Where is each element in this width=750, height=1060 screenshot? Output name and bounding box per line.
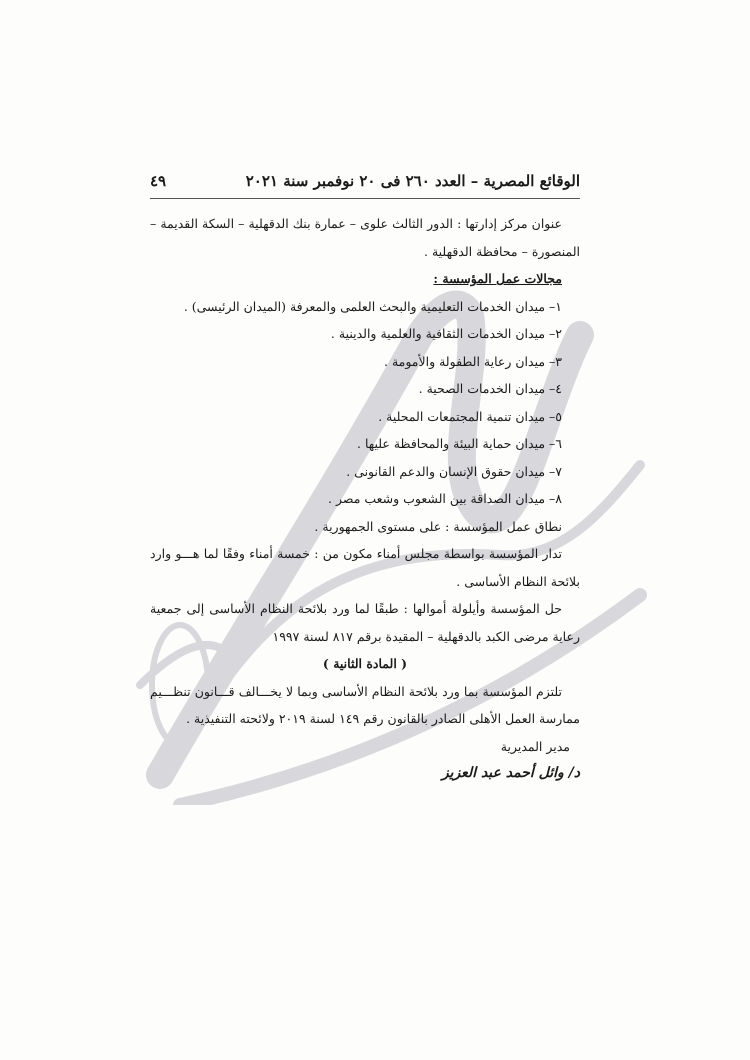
document-body xyxy=(150,210,580,788)
header-divider xyxy=(150,198,580,199)
list-item: ٦– ميدان حماية البيئة والمحافظة عليها . xyxy=(357,436,562,451)
article-title: ( المادة الثانية ) xyxy=(322,656,408,671)
dissolution-line-1: حل المؤسسة وأيلولة أموالها : طبقًا لما ورد بلائحة النظام الأساسى إلى جمعية xyxy=(150,601,562,616)
page-number: ٤٩ xyxy=(150,172,167,190)
signature-name: د/ وائل أحمد عبد العزيز xyxy=(441,765,580,781)
fields-heading-row xyxy=(150,265,580,293)
list-item: ٨– ميدان الصداقة بين الشعوب وشعب مصر . xyxy=(328,491,562,506)
list-item: ١– ميدان الخدمات التعليمية والبحث العلمى والمعرفة (الميدان الرئيسى) . xyxy=(183,298,562,314)
list-item: ٢– ميدان الخدمات الثقافية والعلمية والدينية . xyxy=(330,326,562,341)
list-item: ٧– ميدان حقوق الإنسان والدعم القانونى . xyxy=(346,463,562,479)
management-line-2: بلائحة النظام الأساسى . xyxy=(456,573,580,589)
dissolution-line-2: رعاية مرضى الكبد بالدقهلية – المقيدة برقم ٨١٧ لسنة ١٩٩٧ xyxy=(272,628,580,644)
address-line-1: عنوان مركز إدارتها : الدور الثالث علوى – عمارة بنك الدقهلية – السكة القديمة – xyxy=(150,216,562,231)
article-line-2: ممارسة العمل الأهلى الصادر بالقانون رقم ١٤٩ لسنة ٢٠١٩ ولائحته التنفيذية . xyxy=(186,711,580,726)
fields-heading: مجالات عمل المؤسسة : xyxy=(433,271,562,286)
signature-title: مدير المديرية xyxy=(500,738,570,754)
management-line-1: تدار المؤسسة بواسطة مجلس أمناء مكون من : خمسة أمناء وفقًا لما هـــو وارد xyxy=(150,546,562,561)
list-item: ٣– ميدان رعاية الطفولة والأمومة . xyxy=(384,353,562,369)
address-line-2: المنصورة – محافظة الدقهلية . xyxy=(424,243,580,259)
list-item: ٤– ميدان الخدمات الصحية . xyxy=(418,381,562,396)
header-title: الوقائع المصرية – العدد ٢٦٠ فى ٢٠ نوفمبر سنة ٢٠٢١ xyxy=(245,172,580,190)
page-header xyxy=(150,172,580,196)
scope-line: نطاق عمل المؤسسة : على مستوى الجمهورية . xyxy=(314,518,562,534)
article-line-1: تلتزم المؤسسة بما ورد بلائحة النظام الأساسى وبما لا يخـــالف قـــانون تنظـــيم xyxy=(150,683,562,699)
list-item: ٥– ميدان تنمية المجتمعات المحلية . xyxy=(378,408,562,424)
